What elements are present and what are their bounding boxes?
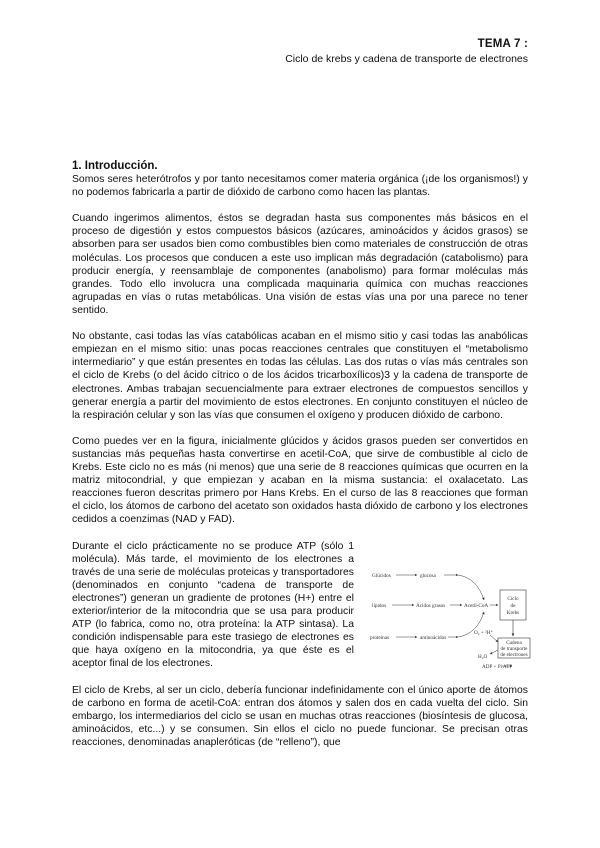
topic-number: TEMA 7 : [477,38,528,50]
label-aminoacidos: aminoácidos [420,634,447,641]
curve-top [458,575,484,600]
metabolism-figure [362,550,532,672]
label-lipidos: lípidos [372,602,387,609]
label-acetil-coa: Acetil-CoA [464,602,489,609]
label-ciclo-1: Ciclo [507,595,519,602]
section-title: 1. Introducción. [72,160,158,172]
arrow-h2o [490,650,498,654]
label-glucidos: Glúcidos [372,572,391,579]
label-cadena-3: de electrones [500,651,528,658]
figure-wrap [72,540,528,684]
label-cadena-1: Cadena [506,639,522,646]
arrow-o2 [490,635,498,642]
label-h2o: H₂O [478,653,488,660]
metabolism-diagram [362,550,532,672]
label-ciclo-2: de [510,602,516,609]
page-header [285,36,528,66]
label-cadena-2: de transporte [500,645,528,652]
paragraph-6: El ciclo de Krebs, al ser un ciclo, debería funcionar indefinidamente con el único aporte de átomos de carbono en forma de acetil-CoA: entran dos átomos y salen dos en cada vuelta del ciclo. Sin embargo, los intermediarios del ciclo se usan en muchas otras reacciones (biosíntesis de glucosa, aminoácidos, etc...) y se consumen. Sin ellos el ciclo no puede funcionar. Se precisan otras reacciones, denominadas anapleróticas (de “relleno”), que [72,684,528,749]
label-ciclo-3: Krebs [506,609,520,616]
paragraph-3: No obstante, casi todas las vías catabólicas acaban en el mismo sitio y casi todas las anabólicas empiezan en el mismo sitio: unas pocas reacciones centrales que constituyen el “metabolismo intermediario” y que están presentes en todas las células. Las dos rutas o vías más centrales son el ciclo de Krebs (o del ácido cítrico o de los ácidos tricarboxílicos)3 y la cadena de transporte de electrones. Ambas trabajan secuencialmente para extraer electrones de compuestos sencillos y generar energía a partir del movimiento de estos electrones. En conjunto constituyen el núcleo de la respiración celular y son las vías que consumen el oxígeno y producen dióxido de carbono. [72,331,528,421]
paragraph-5: Durante el ciclo prácticamente no se produce ATP (sólo 1 molécula). Más tarde, el movimiento de los electrones a través de una serie de moléculas proteicas y transportadores (denominados en conjunto “cadena de transporte de electrones”) generan un gradiente de protones (H+) entre el exterior/interior de la mitocondria que se usa para producir ATP (lo fabrica, como no, otra proteína: la ATP sintasa). La condición indispensable para este trasiego de electrones es que haya oxígeno en la mitocondria, ya que éste es el aceptor final de los electrones. [72,540,354,670]
label-glucosa: glucosa [420,572,436,579]
paragraph-4: Como puedes ver en la figura, inicialmente glúcidos y ácidos grasos pueden ser convertidos en sustancias más pequeñas hasta convertirse en acetil-CoA, que sirve de combustible al ciclo de Krebs. Este ciclo no es más (ni menos) que una serie de 8 reacciones químicas que ocurren en la matriz mitocondrial, y que empiezan y acaban en la misma sustancia: el oxalacetato. Las reacciones fueron descritas primero por Hans Krebs. En el curso de las 8 reacciones que forman el ciclo, los átomos de carbono del acetato son oxidados hasta dióxido de carbono y los electrones cedidos a coenzimas (NAD y FAD). [72,435,528,526]
label-atp: ADP + Pi ATP [482,663,513,670]
paragraph-1: Somos seres heterótrofos y por tanto necesitamos comer materia orgánica (¡de los organismos!) y no podemos fabricarla a partir de dióxido de carbono como hacen las plantas. [72,174,528,199]
topic-subtitle: Ciclo de krebs y cadena de transporte de electrones [285,53,528,65]
label-o2: O₂ + ²H⁺ [474,629,494,636]
document-body [72,160,528,762]
label-acidos-grasos: Ácidos grasos [416,602,446,609]
label-proteinas: proteínas [370,634,390,641]
paragraph-2: Cuando ingerimos alimentos, éstos se degradan hasta sus componentes más básicos en el proceso de digestión y estos compuestos básicos (azúcares, aminoácidos y ácidos grasos) se absorben para ser usados bien como combustibles bien como materiales de construcción de otras moléculas. Los procesos que conducen a este uso implican más degradación (catabolismo) para producir energía, y reensamblaje de componentes (anabolismo) para formar moléculas más grandes. Todo ello involucra una complicada maquinaria química con muchas reacciones agrupadas en vías o rutas metabólicas. Una visión de estas vías una por una parece no tener sentido. [72,213,528,316]
